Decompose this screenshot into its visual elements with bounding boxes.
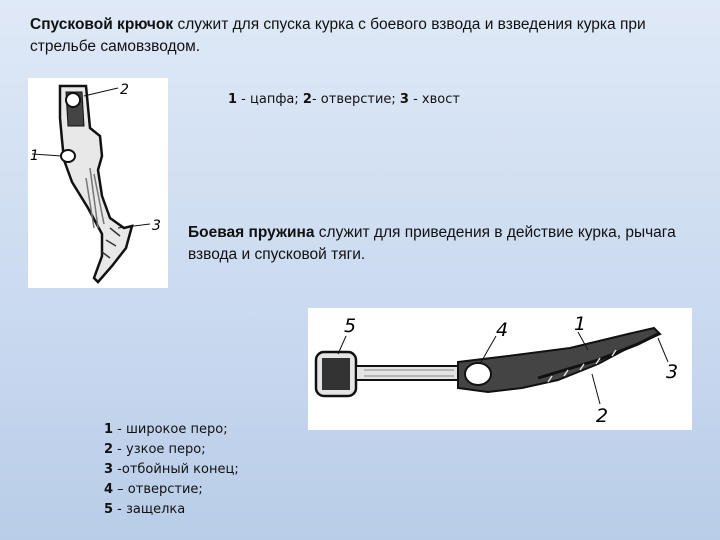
mainspring-label-5: 5 [344, 315, 357, 337]
legend-top-num-3: 3 [399, 92, 409, 107]
legend-bottom-text-1: - широкое перо; [113, 422, 228, 437]
legend-bottom-item [104, 440, 239, 460]
legend-bottom-num-4: 4 [104, 482, 114, 497]
legend-top-text-1: - цапфа; [237, 92, 303, 107]
legend-bottom-text-4: – отверстие; [113, 482, 203, 497]
legend-bottom-num-1: 1 [104, 422, 114, 437]
trigger-text: служит для спуска курка с боевого взвода и взведения курка при стрельбе самовзводом. [30, 16, 646, 55]
trigger-label-2: 2 [120, 82, 129, 98]
mainspring-label-3: 3 [666, 361, 679, 383]
mainspring-wide-feather-shape [458, 328, 660, 392]
legend-bottom-num-3: 3 [104, 462, 114, 477]
mainspring-latch-shading [322, 358, 350, 390]
mainspring-hole-shape [465, 363, 491, 385]
trigger-drawing [28, 78, 168, 288]
mainspring-description [188, 222, 708, 266]
trigger-description [30, 14, 700, 58]
trigger-figure [28, 78, 168, 288]
legend-top-num-2: 2 [302, 92, 312, 107]
mainspring-shank-shape [356, 366, 460, 380]
trigger-leader-2 [84, 88, 118, 96]
mainspring-leader-3 [658, 338, 668, 362]
legend-bottom-text-5: - защелка [113, 502, 186, 517]
trigger-term: Спусковой крючок [30, 16, 174, 33]
legend-bottom-num-2: 2 [104, 442, 114, 457]
trigger-legend [228, 92, 460, 107]
trigger-hole-shape [66, 93, 80, 107]
trigger-label-3: 3 [152, 218, 161, 234]
trigger-pin-shape [61, 150, 75, 162]
mainspring-legend [104, 420, 239, 520]
legend-top-num-1: 1 [228, 92, 238, 107]
legend-bottom-item [104, 480, 239, 500]
legend-bottom-item [104, 500, 239, 520]
mainspring-label-1: 1 [574, 313, 587, 335]
legend-bottom-text-2: - узкое перо; [113, 442, 206, 457]
legend-top-text-3: - хвост [408, 92, 460, 107]
mainspring-drawing [308, 308, 692, 430]
trigger-label-1: 1 [30, 148, 39, 164]
legend-bottom-item [104, 420, 239, 440]
legend-top-text-2: - отверстие; [311, 92, 400, 107]
legend-bottom-num-5: 5 [104, 502, 114, 517]
mainspring-text: служит для приведения в действие курка, рычага взвода и спусковой тяги. [188, 224, 676, 263]
mainspring-leader-2 [592, 374, 600, 404]
legend-bottom-item [104, 460, 239, 480]
mainspring-figure [308, 308, 692, 430]
mainspring-label-2: 2 [596, 405, 609, 427]
mainspring-term: Боевая пружина [188, 224, 315, 241]
mainspring-label-4: 4 [496, 319, 509, 341]
legend-bottom-text-3: -отбойный конец; [113, 462, 239, 477]
